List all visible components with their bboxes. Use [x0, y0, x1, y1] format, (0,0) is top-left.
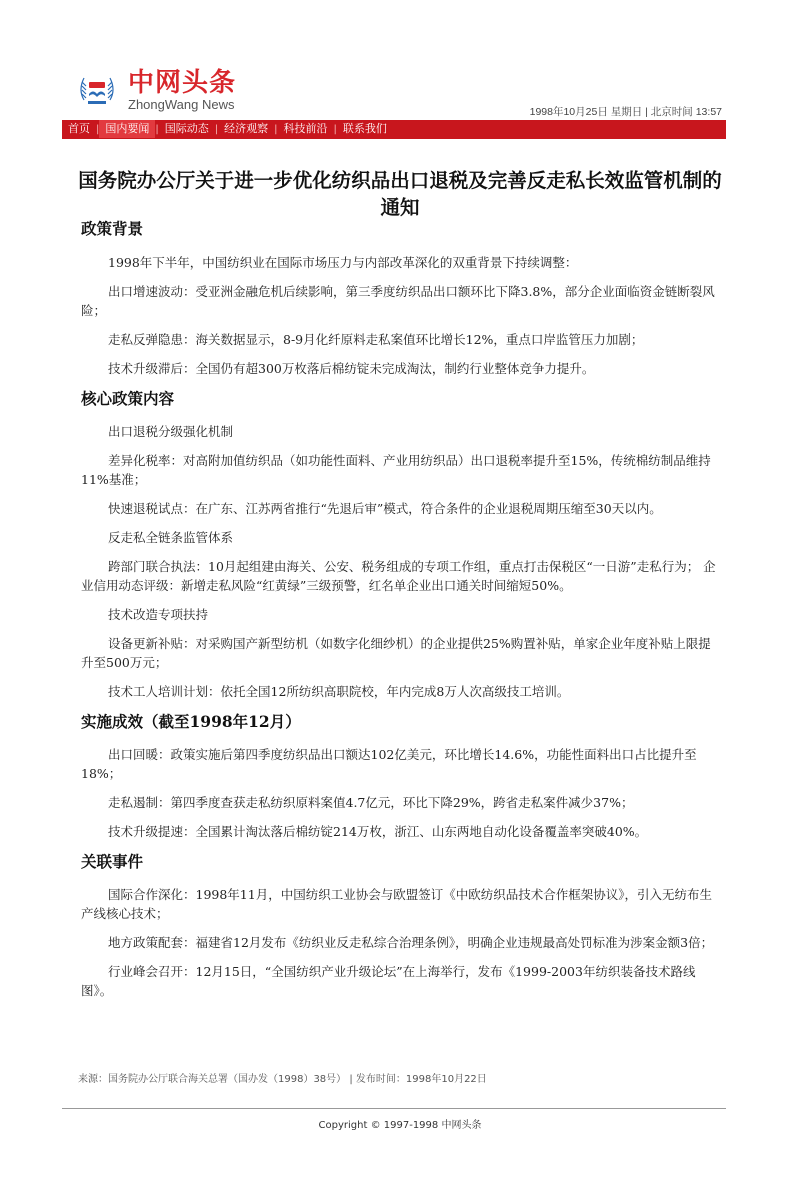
paragraph: 出口回暖：政策实施后第四季度纺织品出口额达102亿美元，环比增长14.6%，功能性面料出口占比提升至18%； — [81, 747, 697, 781]
paragraph: 地方政策配套：福建省12月发布《纺织业反走私综合治理条例》，明确企业违规最高处罚标准为涉案金额3倍； — [108, 935, 714, 950]
paragraph: 技术升级提速：全国累计淘汰落后棉纺锭214万枚，浙江、山东两地自动化设备覆盖率突破40%。 — [108, 824, 648, 839]
subheading: 出口退税分级强化机制 — [108, 424, 234, 439]
section-heading: 实施成效（截至1998年12月） — [81, 712, 301, 731]
nav-separator: | — [214, 123, 219, 135]
nav-item-international[interactable]: 国际动态 — [164, 122, 209, 135]
brand-name-english: ZhongWang News — [128, 97, 235, 112]
nav-divider — [62, 138, 726, 139]
site-header — [62, 66, 738, 118]
paragraph: 走私反弹隐患：海关数据显示，8-9月化纤原料走私案值环比增长12%，重点口岸监管压力加剧； — [108, 332, 644, 347]
paragraph: 出口增速波动：受亚洲金融危机后续影响，第三季度纺织品出口额环比下降3.8%，部分企业面临资金链断裂风险； — [81, 284, 715, 318]
paragraph: 技术工人培训计划：依托全国12所纺织高职院校，年内完成8万人次高级技工培训。 — [108, 684, 570, 699]
main-nav — [62, 120, 726, 138]
section-heading: 核心政策内容 — [81, 389, 175, 408]
paragraph: 跨部门联合执法：10月起组建由海关、公安、税务组成的专项工作组，重点打击保税区“一日游”走私行为； 企业信用动态评级：新增走私风险“红黄绿”三级预警，红名单企业出口通关时间缩短50%。 — [81, 559, 716, 593]
footer-divider — [62, 1108, 726, 1109]
paragraph: 差异化税率：对高附加值纺织品（如功能性面料、产业用纺织品）出口退税率提升至15%，传统棉纺制品维持11%基准； — [81, 453, 711, 487]
nav-separator: | — [274, 123, 278, 135]
subheading: 反走私全链条监管体系 — [108, 530, 234, 545]
paragraph: 快速退税试点：在广东、江苏两省推行“先退后审”模式，符合条件的企业退税周期压缩至30天以内。 — [108, 501, 662, 516]
section-heading: 关联事件 — [81, 852, 144, 871]
paragraph: 行业峰会召开：12月15日，“全国纺织产业升级论坛”在上海举行，发布《1999-2003年纺织装备技术路线图》。 — [81, 964, 696, 998]
article-source: 来源：国务院办公厅联合海关总署（国办发（1998）38号） | 发布时间：1998年10月22日 — [78, 1074, 487, 1085]
nav-item-economy[interactable]: 经济观察 — [224, 122, 269, 135]
paragraph: 国际合作深化：1998年11月，中国纺织工业协会与欧盟签订《中欧纺织品技术合作框架协议》，引入无纺布生产线核心技术； — [81, 887, 712, 921]
nav-item-contact[interactable]: 联系我们 — [342, 122, 387, 135]
article-body — [81, 216, 721, 1000]
logo-emblem-icon[interactable] — [74, 70, 120, 110]
section-heading: 政策背景 — [81, 219, 144, 238]
header-datetime: 1998年10月25日 星期日 | 北京时间 13:57 — [529, 106, 722, 118]
nav-separator: | — [155, 123, 159, 135]
paragraph: 1998年下半年，中国纺织业在国际市场压力与内部改革深化的双重背景下持续调整： — [108, 255, 578, 270]
paragraph: 走私遏制：第四季度查获走私纺织原料案值4.7亿元，环比下降29%，跨省走私案件减少37%； — [108, 795, 634, 810]
nav-separator: | — [96, 123, 100, 135]
article-title: 国务院办公厅关于进一步优化纺织品出口退税及完善反走私长效监管机制的通知 — [78, 169, 722, 220]
subheading: 技术改造专项扶持 — [108, 607, 209, 622]
nav-item-technology[interactable]: 科技前沿 — [283, 122, 328, 135]
nav-separator: | — [333, 123, 337, 135]
nav-item-domestic-news[interactable]: 国内要闻 — [99, 120, 155, 138]
copyright: Copyright © 1997-1998 中网头条 — [318, 1120, 482, 1131]
paragraph: 技术升级滞后：全国仍有超300万枚落后棉纺锭未完成淘汰，制约行业整体竞争力提升。 — [108, 361, 595, 376]
nav-item-home[interactable]: 首页 — [68, 122, 90, 135]
paragraph: 设备更新补贴：对采购国产新型纺机（如数字化细纱机）的企业提供25%购置补贴，单家企业年度补贴上限提升至500万元； — [81, 636, 711, 670]
brand-name[interactable]: 中网头条 — [128, 68, 237, 98]
